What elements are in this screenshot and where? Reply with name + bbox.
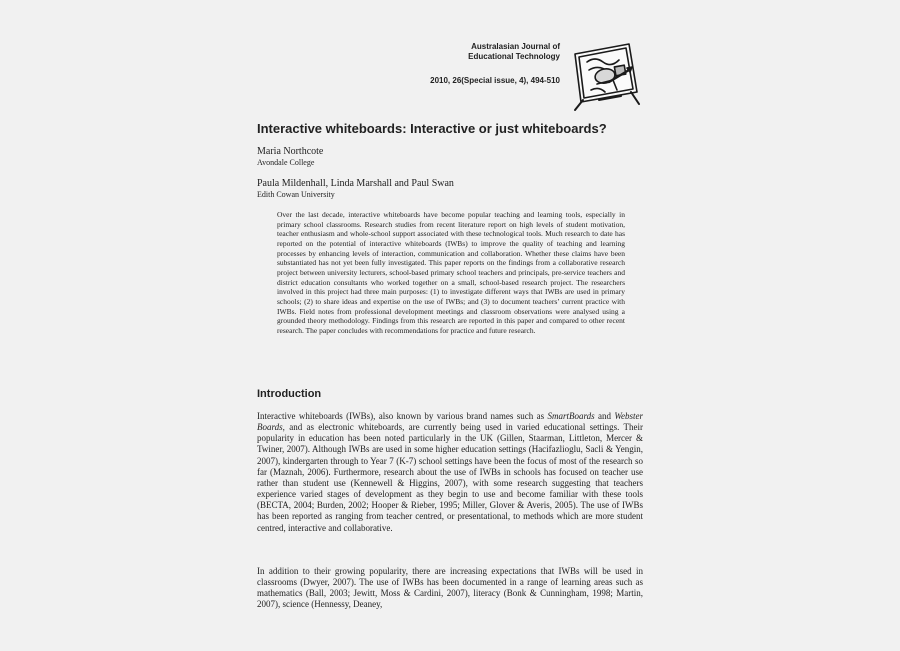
whiteboard-illustration-icon [569, 40, 643, 112]
brand-name: SmartBoards [547, 411, 595, 421]
introduction-paragraph [257, 411, 643, 534]
section-heading-introduction: Introduction [257, 388, 322, 400]
journal-name-line1: Australasian Journal of [471, 42, 560, 51]
journal-header [420, 42, 560, 86]
author-names: Paula Mildenhall, Linda Marshall and Paul Swan [257, 178, 454, 189]
author-names: Maria Northcote [257, 146, 324, 157]
author-affiliation: Edith Cowan University [257, 190, 335, 199]
paragraph-text: and [594, 411, 615, 421]
abstract: Over the last decade, interactive whiteboards have become popular teaching and learning tools, especially in primary school classrooms. Research studies from recent literature report on high levels of student motivation, teacher enthusiasm and whole-school support associated with these technological tools. Much research to date has reported on the potential of interactive whiteboards (IWBs) to improve the quality of teaching and learning processes by enhancing levels of interaction, communication and collaboration. Whether these claims have been substantiated has not yet been fully investigated. This paper reports on the findings from a collaborative research project between university lecturers, school-based primary school teachers and principals, pre-service teachers and district education consultants who worked together on a small, school-based research project. The researchers involved in this project had three main purposes: (1) to investigate different ways that IWBs are used in primary schools; (2) to share ideas and expertise on the use of IWBs; and (3) to document teachers’ current practice with IWBs. Field notes from professional development meetings and classroom observations were analysed using a grounded theory methodology. Findings from this research are reported in this paper and compared to other recent research. The paper concludes with recommendations for practice and future research. [277, 210, 625, 335]
journal-logo [569, 40, 643, 112]
brand-name: Webster Boards [257, 411, 643, 433]
paragraph-text: , and as electronic whiteboards, are currently being used in varied educational settings. Their popularity in education has been noted particularly in the UK (Gillen, Staarman, Littleton, Mercer & Twiner, 2007). Although IWBs are used in some higher education settings (Hacifazlioglu, Sacli & Yengin, 2007), kindergarten through to Year 7 (K-7) school settings have been the focus of most of the research so far (Maznah, 2006). Furthermore, research about the use of IWBs in schools has focused on teacher use rather than student use (Kennewell & Higgins, 2007), with some research suggesting that teachers experience varied stages of development as they begin to use and become familiar with these tools (BECTA, 2004; Burden, 2002; Hooper & Rieber, 1995; Miller, Glover & Averis, 2005). The use of IWBs has been reported as ranging from teacher centred, or presentational, to methods which are more student centred, interactive and collaborative. [257, 422, 643, 533]
journal-name-line2: Educational Technology [468, 52, 560, 61]
journal-citation: 2010, 26(Special issue, 4), 494-510 [430, 76, 560, 85]
introduction-paragraph: In addition to their growing popularity, there are increasing expectations that IWBs will be used in classrooms (Dwyer, 2007). The use of IWBs has been documented in a range of learning areas such as mathematics (Ball, 2003; Jewitt, Moss & Cardini, 2007), literacy (Bonk & Cunningham, 1998; Martin, 2007), science (Hennessy, Deaney, [257, 566, 643, 610]
author-affiliation: Avondale College [257, 158, 315, 167]
paragraph-text: Interactive whiteboards (IWBs), also known by various brand names such as [257, 411, 548, 421]
paper-title: Interactive whiteboards: Interactive or just whiteboards? [257, 121, 607, 136]
